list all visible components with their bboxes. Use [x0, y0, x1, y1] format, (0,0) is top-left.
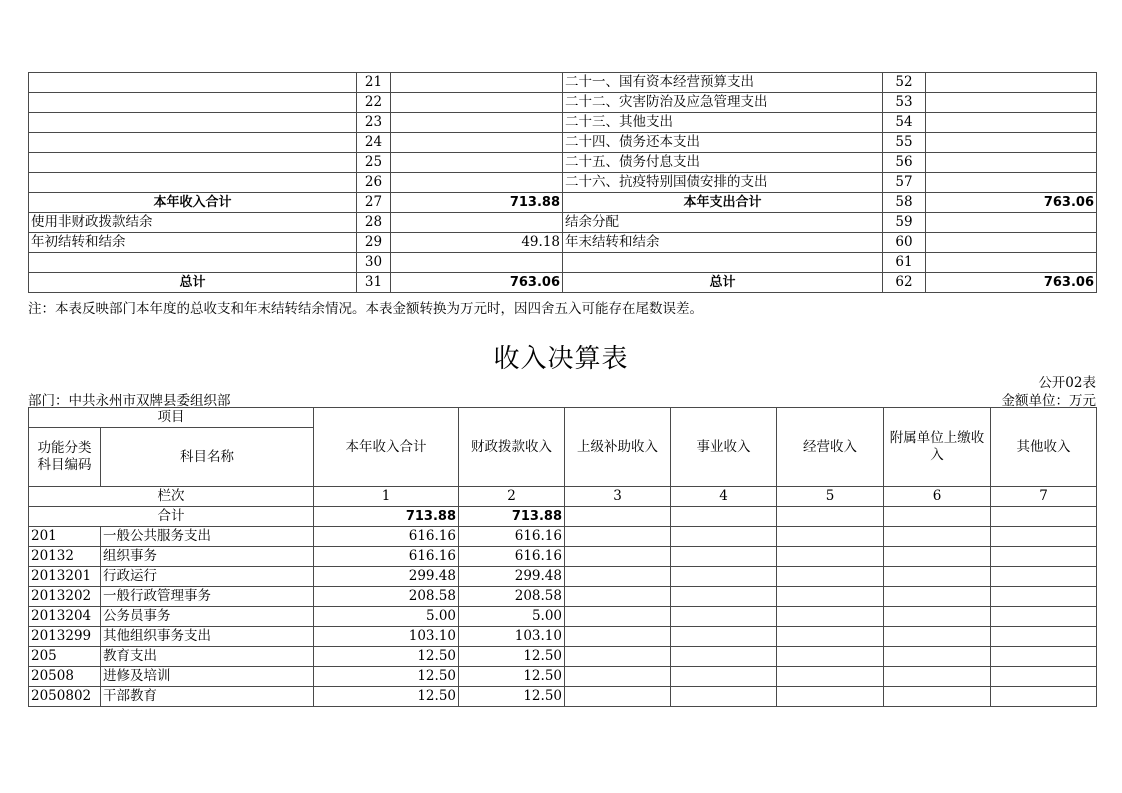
- right-amount: [926, 233, 1097, 253]
- left-amount: [391, 153, 563, 173]
- header-code: 功能分类科目编码: [29, 428, 101, 487]
- total-label: 合计: [29, 507, 314, 527]
- subject-name: 一般行政管理事务: [101, 587, 314, 607]
- amount-cell: [671, 647, 777, 667]
- amount-cell: 12.50: [459, 647, 565, 667]
- right-row-number: 56: [883, 153, 926, 173]
- column-number: 2: [459, 487, 565, 507]
- right-amount: [926, 73, 1097, 93]
- amount-cell: [884, 667, 991, 687]
- header-item: 项目: [29, 408, 314, 428]
- table-row: [29, 153, 1097, 173]
- left-amount: 49.18: [391, 233, 563, 253]
- amount-cell: [884, 627, 991, 647]
- left-row-number: 30: [357, 253, 391, 273]
- column-index-label: 栏次: [29, 487, 314, 507]
- amount-cell: 12.50: [314, 687, 459, 707]
- amount-cell: 208.58: [459, 587, 565, 607]
- table-row: [29, 667, 1097, 687]
- amount-cell: [671, 547, 777, 567]
- subject-code: 2013299: [29, 627, 101, 647]
- right-item: 结余分配: [563, 213, 883, 233]
- amount-cell: [671, 607, 777, 627]
- table-row: [29, 133, 1097, 153]
- table-row: [29, 587, 1097, 607]
- table-row: [29, 607, 1097, 627]
- table-row: [29, 253, 1097, 273]
- amount-cell: [777, 567, 884, 587]
- right-item: 二十四、债务还本支出: [563, 133, 883, 153]
- header-col-1: 本年收入合计: [314, 408, 459, 487]
- amount-cell: [884, 547, 991, 567]
- amount-cell: [991, 667, 1097, 687]
- left-item: 使用非财政拨款结余: [29, 213, 357, 233]
- table-row: [29, 113, 1097, 133]
- amount-cell: [777, 627, 884, 647]
- column-number: 6: [884, 487, 991, 507]
- right-amount: [926, 173, 1097, 193]
- amount-cell: 103.10: [459, 627, 565, 647]
- table-row: [29, 627, 1097, 647]
- right-item: 总计: [563, 273, 883, 293]
- amount-cell: [991, 587, 1097, 607]
- amount-cell: [565, 687, 671, 707]
- amount-cell: [671, 587, 777, 607]
- left-amount: 713.88: [391, 193, 563, 213]
- amount-cell: 299.48: [314, 567, 459, 587]
- amount-cell: [884, 687, 991, 707]
- right-item: 二十二、灾害防治及应急管理支出: [563, 93, 883, 113]
- right-amount: [926, 133, 1097, 153]
- right-item: 二十一、国有资本经营预算支出: [563, 73, 883, 93]
- subject-name: 公务员事务: [101, 607, 314, 627]
- left-item: [29, 133, 357, 153]
- left-row-number: 29: [357, 233, 391, 253]
- amount-cell: 299.48: [459, 567, 565, 587]
- amount-cell: [777, 607, 884, 627]
- header-col-4: 事业收入: [671, 408, 777, 487]
- total-value: [777, 507, 884, 527]
- table-row: [29, 213, 1097, 233]
- left-item: [29, 73, 357, 93]
- header-col-5: 经营收入: [777, 408, 884, 487]
- right-row-number: 54: [883, 113, 926, 133]
- right-row-number: 53: [883, 93, 926, 113]
- left-item: [29, 153, 357, 173]
- left-amount: [391, 133, 563, 153]
- header-col-2: 财政拨款收入: [459, 408, 565, 487]
- amount-cell: [884, 587, 991, 607]
- left-item: [29, 93, 357, 113]
- column-number: 4: [671, 487, 777, 507]
- right-row-number: 59: [883, 213, 926, 233]
- table-row: [29, 547, 1097, 567]
- table-row: [29, 647, 1097, 667]
- left-item: [29, 253, 357, 273]
- table-row: [29, 527, 1097, 547]
- subject-name: 一般公共服务支出: [101, 527, 314, 547]
- table-row: [29, 567, 1097, 587]
- amount-cell: [671, 687, 777, 707]
- total-value: 713.88: [314, 507, 459, 527]
- total-value: [565, 507, 671, 527]
- subject-name: 干部教育: [101, 687, 314, 707]
- amount-cell: [884, 607, 991, 627]
- right-row-number: 57: [883, 173, 926, 193]
- right-row-number: 58: [883, 193, 926, 213]
- total-row: [29, 507, 1097, 527]
- amount-cell: [671, 527, 777, 547]
- amount-cell: 616.16: [314, 547, 459, 567]
- page-title: 收入决算表: [493, 344, 629, 374]
- right-item: 本年支出合计: [563, 193, 883, 213]
- table-row: [29, 73, 1097, 93]
- left-item: 年初结转和结余: [29, 233, 357, 253]
- subject-code: 2050802: [29, 687, 101, 707]
- header-col-7: 其他收入: [991, 408, 1097, 487]
- left-amount: [391, 173, 563, 193]
- left-amount: [391, 93, 563, 113]
- left-row-number: 23: [357, 113, 391, 133]
- amount-cell: 616.16: [314, 527, 459, 547]
- amount-cell: [565, 567, 671, 587]
- amount-cell: [884, 527, 991, 547]
- left-row-number: 27: [357, 193, 391, 213]
- amount-cell: [671, 667, 777, 687]
- column-number: 7: [991, 487, 1097, 507]
- amount-cell: 12.50: [459, 687, 565, 707]
- amount-cell: [991, 647, 1097, 667]
- right-item: 二十三、其他支出: [563, 113, 883, 133]
- subject-name: 其他组织事务支出: [101, 627, 314, 647]
- table-row: [29, 193, 1097, 213]
- amount-cell: [777, 587, 884, 607]
- amount-cell: [565, 587, 671, 607]
- left-row-number: 24: [357, 133, 391, 153]
- table-row: [29, 233, 1097, 253]
- subject-code: 205: [29, 647, 101, 667]
- amount-cell: [991, 527, 1097, 547]
- left-item: 总计: [29, 273, 357, 293]
- right-amount: [926, 213, 1097, 233]
- right-item: 二十五、债务付息支出: [563, 153, 883, 173]
- column-number: 5: [777, 487, 884, 507]
- table-code: 公开02表: [1038, 375, 1096, 391]
- amount-cell: [671, 627, 777, 647]
- left-amount: [391, 113, 563, 133]
- amount-cell: [777, 647, 884, 667]
- header-col-3: 上级补助收入: [565, 408, 671, 487]
- amount-cell: 5.00: [459, 607, 565, 627]
- subject-name: 教育支出: [101, 647, 314, 667]
- subject-code: 20132: [29, 547, 101, 567]
- amount-cell: [777, 667, 884, 687]
- column-number: 1: [314, 487, 459, 507]
- amount-cell: [991, 607, 1097, 627]
- amount-cell: [565, 667, 671, 687]
- left-row-number: 28: [357, 213, 391, 233]
- subject-name: 行政运行: [101, 567, 314, 587]
- left-amount: 763.06: [391, 273, 563, 293]
- left-amount: [391, 213, 563, 233]
- header-name: 科目名称: [101, 428, 314, 487]
- subject-name: 组织事务: [101, 547, 314, 567]
- amount-cell: [991, 547, 1097, 567]
- amount-cell: [671, 567, 777, 587]
- amount-cell: [884, 567, 991, 587]
- amount-cell: 616.16: [459, 527, 565, 547]
- income-table: [28, 407, 1097, 707]
- header-col-6: 附属单位上缴收入: [884, 408, 991, 487]
- amount-cell: 103.10: [314, 627, 459, 647]
- subject-name: 进修及培训: [101, 667, 314, 687]
- summary-table: [28, 72, 1097, 293]
- amount-cell: [565, 547, 671, 567]
- amount-cell: 5.00: [314, 607, 459, 627]
- right-item: 年末结转和结余: [563, 233, 883, 253]
- subject-code: 2013204: [29, 607, 101, 627]
- right-amount: 763.06: [926, 273, 1097, 293]
- amount-cell: [565, 627, 671, 647]
- left-item: [29, 113, 357, 133]
- subject-code: 20508: [29, 667, 101, 687]
- table-row: [29, 93, 1097, 113]
- left-item: 本年收入合计: [29, 193, 357, 213]
- amount-cell: [991, 627, 1097, 647]
- right-row-number: 52: [883, 73, 926, 93]
- right-row-number: 61: [883, 253, 926, 273]
- left-row-number: 31: [357, 273, 391, 293]
- left-row-number: 26: [357, 173, 391, 193]
- subject-code: 2013201: [29, 567, 101, 587]
- amount-cell: [991, 567, 1097, 587]
- amount-cell: 12.50: [314, 667, 459, 687]
- right-amount: [926, 253, 1097, 273]
- right-amount: [926, 93, 1097, 113]
- subject-code: 2013202: [29, 587, 101, 607]
- amount-cell: [565, 647, 671, 667]
- left-item: [29, 173, 357, 193]
- amount-cell: 12.50: [314, 647, 459, 667]
- right-amount: 763.06: [926, 193, 1097, 213]
- amount-cell: [777, 687, 884, 707]
- total-value: [991, 507, 1097, 527]
- right-row-number: 60: [883, 233, 926, 253]
- subject-code: 201: [29, 527, 101, 547]
- right-amount: [926, 113, 1097, 133]
- amount-cell: 616.16: [459, 547, 565, 567]
- amount-cell: [565, 607, 671, 627]
- column-number: 3: [565, 487, 671, 507]
- right-row-number: 55: [883, 133, 926, 153]
- right-row-number: 62: [883, 273, 926, 293]
- total-value: 713.88: [459, 507, 565, 527]
- amount-cell: 12.50: [459, 667, 565, 687]
- left-row-number: 22: [357, 93, 391, 113]
- left-row-number: 25: [357, 153, 391, 173]
- table-note: 注：本表反映部门本年度的总收支和年末结转结余情况。本表金额转换为万元时，因四舍五入可能存在尾数误差。: [28, 301, 703, 317]
- amount-cell: [565, 527, 671, 547]
- total-value: [671, 507, 777, 527]
- left-row-number: 21: [357, 73, 391, 93]
- column-index-row: [29, 487, 1097, 507]
- unit-label: 金额单位：万元: [1001, 393, 1096, 409]
- table-row: [29, 687, 1097, 707]
- amount-cell: 208.58: [314, 587, 459, 607]
- right-item: [563, 253, 883, 273]
- right-item: 二十六、抗疫特别国债安排的支出: [563, 173, 883, 193]
- left-amount: [391, 253, 563, 273]
- amount-cell: [777, 527, 884, 547]
- table-row: [29, 173, 1097, 193]
- right-amount: [926, 153, 1097, 173]
- amount-cell: [884, 647, 991, 667]
- department-label: 部门：中共永州市双牌县委组织部: [28, 393, 231, 409]
- left-amount: [391, 73, 563, 93]
- amount-cell: [991, 687, 1097, 707]
- amount-cell: [777, 547, 884, 567]
- table-row: [29, 273, 1097, 293]
- total-value: [884, 507, 991, 527]
